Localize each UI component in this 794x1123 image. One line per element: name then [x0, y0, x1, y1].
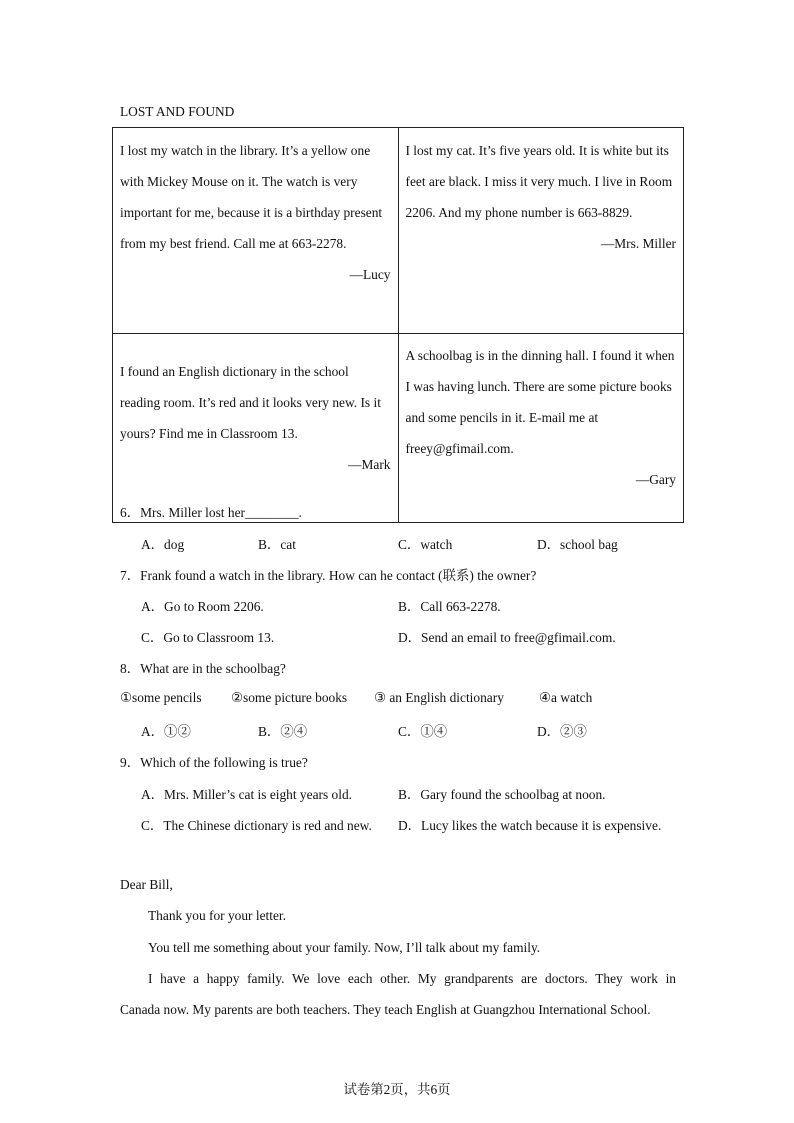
- lost-and-found-table: [112, 127, 684, 523]
- q9-option-c: C．The Chinese dictionary is red and new.: [141, 818, 372, 833]
- question-6-stem: 6．Mrs. Miller lost her________.: [120, 505, 302, 520]
- notice-lucy: [113, 128, 399, 334]
- notice-text: I lost my cat. It’s five years old. It is white but its feet are black. I miss it very much. I live in Room 2206. And my phone number is 663-8829.: [405, 143, 673, 220]
- q7-option-a: A．Go to Room 2206.: [141, 599, 264, 614]
- question-7-stem: 7．Frank found a watch in the library. How can he contact (联系) the owner?: [120, 568, 537, 583]
- letter-paragraph-3-line-1: I have a happy family. We love each other. My grandparents are doctors. They work in: [148, 971, 676, 986]
- q8-item-1: ①some pencils: [120, 690, 202, 705]
- q8-option-a: A．①②: [141, 724, 191, 739]
- section-title: LOST AND FOUND: [120, 104, 235, 119]
- notice-mrs-miller: [398, 128, 684, 334]
- notice-text: I lost my watch in the library. It’s a yellow one with Mickey Mouse on it. The watch is very important for me, because it is a birthday present from my best friend. Call me at 663-2278.: [120, 143, 383, 251]
- q6-option-a: A．dog: [141, 537, 185, 552]
- notice-signature: —Gary: [635, 472, 676, 487]
- q9-option-a: A．Mrs. Miller’s cat is eight years old.: [141, 787, 352, 802]
- q6-option-c: C．watch: [398, 537, 453, 552]
- q8-item-2: ②some picture books: [231, 690, 348, 705]
- q8-option-d: D．②③: [537, 724, 587, 739]
- q8-item-3: ③ an English dictionary: [374, 690, 504, 705]
- q7-option-d: D．Send an email to free@gfimail.com.: [398, 630, 616, 645]
- q8-item-4: ④a watch: [539, 690, 593, 705]
- q9-option-d: D．Lucy likes the watch because it is expensive.: [398, 818, 662, 833]
- letter-paragraph-2: You tell me something about your family. Now, I’ll talk about my family.: [148, 940, 541, 955]
- question-9-stem: 9．Which of the following is true?: [120, 755, 308, 770]
- notice-signature: —Mark: [348, 457, 391, 472]
- q7-option-c: C．Go to Classroom 13.: [141, 630, 275, 645]
- page-footer: 试卷第2页，共6页: [343, 1082, 451, 1097]
- notice-signature: —Lucy: [349, 267, 391, 282]
- notice-signature: —Mrs. Miller: [600, 236, 676, 251]
- q8-option-b: B．②④: [258, 724, 308, 739]
- notice-mark: [113, 334, 399, 523]
- q8-option-c: C．①④: [398, 724, 448, 739]
- letter-greeting: Dear Bill,: [120, 877, 173, 892]
- notice-text: I found an English dictionary in the school reading room. It’s red and it looks very new. Is it yours? Find me in Classroom 13.: [120, 364, 381, 441]
- q9-option-b: B．Gary found the schoolbag at noon.: [398, 787, 606, 802]
- letter-paragraph-3-line-2: Canada now. My parents are both teachers. They teach English at Guangzhou International School.: [120, 1002, 651, 1017]
- letter-paragraph-1: Thank you for your letter.: [148, 908, 286, 923]
- q6-option-d: D．school bag: [537, 537, 618, 552]
- question-8-stem: 8．What are in the schoolbag?: [120, 661, 286, 676]
- notice-gary: [398, 334, 684, 523]
- notice-text: A schoolbag is in the dinning hall. I found it when I was having lunch. There are some picture books and some pencils in it. E-mail me at freey@gfimail.com.: [405, 348, 675, 456]
- q6-option-b: B．cat: [258, 537, 296, 552]
- q7-option-b: B．Call 663-2278.: [398, 599, 501, 614]
